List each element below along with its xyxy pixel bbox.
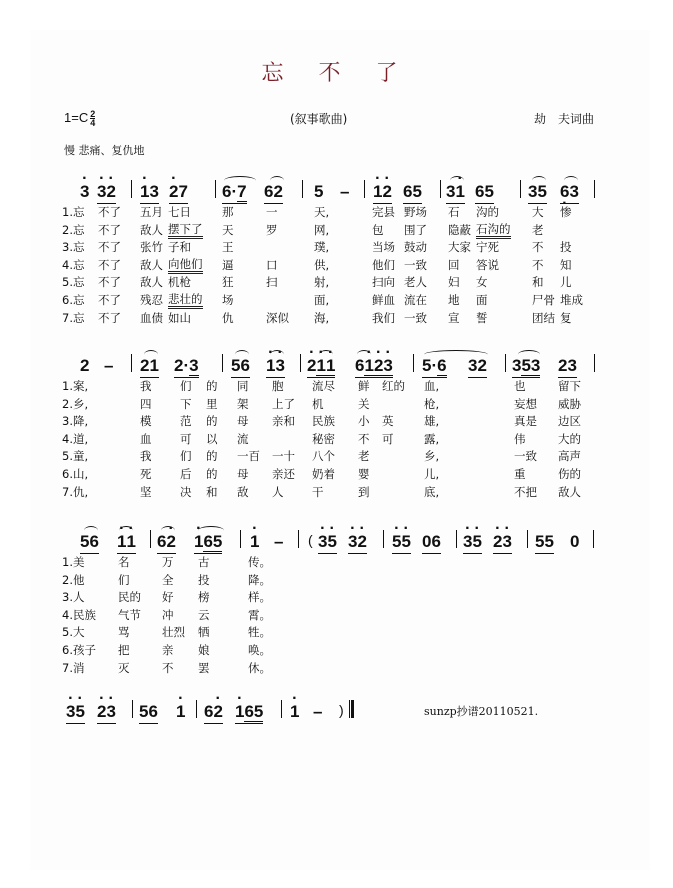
lyric-syllable: 当场 (372, 240, 395, 255)
note-group: · 3· 2 (348, 532, 367, 554)
lyric-syllable: 1.案, (62, 379, 89, 393)
lyric-syllable: 母 (237, 414, 249, 429)
lyric-syllable: 6.山, (62, 466, 89, 481)
lyric-syllable: 海, (314, 310, 330, 325)
lyric-syllable: 隐蔽 (448, 222, 471, 237)
barline (131, 180, 132, 198)
lyric-syllable: 敌人 (140, 275, 163, 290)
note-group: – (104, 356, 114, 375)
note-group: – (340, 182, 350, 201)
lyric-syllable: 以 (206, 431, 218, 446)
lyric-syllable: 们 (118, 572, 130, 587)
lyric-syllable: 知 (560, 257, 572, 272)
note-group: 56 (80, 532, 99, 554)
note-group: · 165 (235, 702, 263, 724)
lyric-syllable: 威胁 (558, 396, 581, 411)
lyric-syllable: 地 (448, 292, 460, 307)
note-group: 65 (475, 182, 494, 204)
final-barline (349, 700, 354, 718)
lyric-syllable: 残忍 (140, 292, 163, 307)
lyric-syllable: 回 (448, 257, 460, 272)
lyric-syllable: 七日 (168, 205, 191, 219)
barline (364, 180, 365, 198)
lyric-syllable: 沟的 (476, 205, 499, 219)
lyric-syllable: 大的 (558, 431, 581, 446)
lyric-syllable: 八个 (312, 449, 335, 464)
lyric-syllable: 罗 (266, 222, 278, 237)
lyric-syllable: 我们 (372, 310, 395, 325)
note-group: 56 (231, 356, 250, 378)
note-group: · 3· 2 (97, 182, 116, 204)
note-group: · 13 (140, 182, 159, 204)
note-group: · 1 (250, 532, 259, 552)
note-group: · 3 (80, 182, 89, 202)
barline (240, 530, 241, 548)
time-signature: $\frac{2}{4}$ (90, 109, 96, 129)
note-group: 2·3 (174, 356, 199, 378)
lyric-syllable: 民的 (118, 590, 141, 605)
lyric-syllable: 一百 (237, 449, 260, 464)
barline (383, 530, 384, 548)
lyric-syllable: 答说 (476, 257, 499, 272)
barline (594, 354, 595, 372)
barline (131, 354, 132, 372)
note-group: · 1 (176, 702, 185, 722)
lyric-syllable: 投 (560, 240, 572, 255)
lyric-syllable: 投 (198, 572, 210, 587)
lyric-syllable: 不了 (98, 292, 121, 307)
note-group: 6 ·3 (560, 182, 579, 204)
notes-line (0, 526, 673, 552)
note-group: · 3· 5 (66, 702, 85, 724)
lyric-syllable: 壮烈 (162, 625, 185, 640)
lyric-syllable: 榜 (198, 590, 210, 605)
lyric-syllable: 重 (514, 466, 526, 481)
lyric-syllable: 伟 (514, 431, 526, 446)
lyric-syllable: 一 (266, 205, 278, 219)
note-group: · 27 (169, 182, 188, 204)
lyric-syllable: 老 (532, 222, 544, 237)
lyric-syllable: 妇 (448, 275, 460, 290)
lyric-syllable: 奶着 (312, 466, 335, 481)
lyric-syllable: 宣 (448, 310, 460, 325)
lyric-syllable: 3.降, (62, 414, 89, 429)
lyric-syllable: 面 (476, 292, 488, 307)
note-group: – (313, 702, 323, 721)
lyric-syllable: 死 (140, 466, 152, 481)
note-group: · 2· 1· 1 (307, 356, 335, 378)
lyric-syllable: 儿, (424, 466, 440, 481)
lyric-syllable: 的 (206, 466, 218, 481)
lyric-syllable: 气节 (118, 607, 141, 622)
key-label: 1=C (64, 110, 89, 125)
lyric-syllable: 石 (448, 205, 460, 219)
lyric-syllable: 们 (180, 449, 192, 464)
lyric-syllable: 3.人 (62, 590, 85, 605)
lyric-syllable: 狂 (222, 275, 234, 290)
lyric-syllable: 如山 (168, 310, 191, 325)
lyric-syllable: 老人 (404, 275, 427, 290)
lyric-syllable: 老 (358, 449, 370, 464)
note-group: 5·6 (422, 356, 447, 378)
lyric-syllable: 2.他 (62, 572, 85, 587)
lyric-syllable: 和 (532, 275, 544, 290)
lyric-syllable: 尸骨 (532, 292, 555, 307)
lyric-syllable: 不了 (98, 222, 121, 237)
lyric-syllable: 到 (358, 484, 370, 499)
lyric-syllable: 亲还 (272, 466, 295, 481)
lyric-syllable: 誓 (476, 310, 488, 325)
lyric-syllable: 那 (222, 205, 234, 219)
lyric-syllable: 5.童, (62, 449, 89, 464)
lyric-syllable: 红的 (382, 379, 405, 393)
lyric-syllable: 名 (118, 555, 130, 569)
barline (150, 530, 151, 548)
lyric-syllable: 王 (222, 240, 234, 255)
lyric-syllable: 露, (424, 431, 440, 446)
barline (593, 530, 594, 548)
lyric-syllable: 关 (358, 396, 370, 411)
barline (302, 180, 303, 198)
barline (456, 530, 457, 548)
barline (132, 700, 133, 718)
lyric-syllable: 1.美 (62, 555, 85, 569)
lyric-syllable: 血 (140, 431, 152, 446)
note-group: 32 (468, 356, 487, 378)
lyric-syllable: 灭 (118, 660, 130, 675)
note-group: · 1 (290, 702, 299, 722)
lyric-syllable: 血债 (140, 310, 163, 325)
lyric-syllable: 雄, (424, 414, 440, 429)
key-signature (64, 110, 95, 127)
lyric-syllable: 全 (162, 572, 174, 587)
transcriber-credit: sunzp抄谱20110521. (424, 705, 539, 718)
lyric-syllable: 的 (206, 379, 218, 393)
lyric-syllable: 云 (198, 607, 210, 622)
note-group: · 5· 5 (392, 532, 411, 554)
lyric-syllable: 场 (222, 292, 234, 307)
lyric-syllable: 架 (237, 396, 249, 411)
lyric-syllable: 大 (532, 205, 544, 219)
lyric-syllable: 悲壮的 (168, 292, 203, 309)
barline (527, 530, 528, 548)
barline (281, 700, 282, 718)
note-group: · 3· 5 (318, 532, 337, 554)
lyric-syllable: 不了 (98, 275, 121, 290)
lyric-syllable: 秘密 (312, 431, 335, 446)
notes-line (0, 696, 673, 722)
lyric-syllable: 伤的 (558, 466, 581, 481)
lyric-syllable: 敌人 (140, 257, 163, 272)
lyric-syllable: 骂 (118, 625, 130, 640)
lyric-syllable: 璞, (314, 240, 330, 255)
lyric-syllable: 4.道, (62, 431, 89, 446)
genre-label: (叙事歌曲) (290, 112, 348, 126)
lyric-syllable: 口 (266, 257, 278, 272)
lyric-syllable: 子和 (168, 240, 191, 255)
lyric-syllable: 后 (180, 466, 192, 481)
lyric-syllable: 血, (424, 379, 440, 393)
lyric-syllable: 上了 (272, 396, 295, 411)
lyric-syllable: 惨 (560, 205, 572, 219)
note-group: · 2· 3 (97, 702, 116, 724)
lyric-syllable: 休。 (248, 660, 271, 675)
note-group: · 1· 3 (266, 356, 285, 378)
lyric-syllable: 7.消 (62, 660, 85, 675)
lyric-syllable: 射, (314, 275, 330, 290)
lyric-syllable: 胞 (272, 379, 284, 393)
lyric-syllable: 下 (180, 396, 192, 411)
note-group: 65 (403, 182, 422, 204)
lyric-syllable: 3.忘 (62, 240, 85, 255)
lyric-syllable: 不了 (98, 257, 121, 272)
lyric-syllable: 霄。 (248, 607, 271, 622)
lyric-syllable: 敌人 (140, 222, 163, 237)
lyric-syllable: 一十 (272, 449, 295, 464)
lyric-syllable: 婴 (358, 466, 370, 481)
note-group: 3· 1 (446, 182, 465, 204)
note-group: 2 (80, 356, 90, 375)
lyric-syllable: 供, (314, 257, 330, 272)
note-group: 06 (422, 532, 441, 554)
lyric-syllable: 扫向 (372, 275, 395, 290)
lyric-syllable: 6.忘 (62, 292, 85, 307)
lyric-syllable: 7.忘 (62, 310, 85, 325)
lyric-syllable: 万 (162, 555, 174, 569)
lyric-syllable: 一致 (404, 257, 427, 272)
lyric-syllable: 鲜血 (372, 292, 395, 307)
lyric-syllable: 网, (314, 222, 330, 237)
lyric-syllable: 范 (180, 414, 192, 429)
lyric-syllable: 可 (180, 431, 192, 446)
barline (440, 180, 441, 198)
note-group: 35 (528, 182, 547, 204)
lyric-syllable: 7.仇, (62, 484, 89, 499)
lyric-syllable: 他们 (372, 257, 395, 272)
lyric-syllable: 坚 (140, 484, 152, 499)
note-group: 6· 2 (157, 532, 176, 554)
lyric-syllable: 底, (424, 484, 440, 499)
barline (215, 180, 216, 198)
author-credit: 劫 夫词曲 (534, 112, 595, 126)
lyric-syllable: 鲜 (358, 379, 370, 393)
lyric-syllable: 小 (358, 414, 370, 429)
note-group: · 1· 1 (117, 532, 136, 554)
lyric-syllable: 人 (272, 484, 284, 499)
barline (222, 354, 223, 372)
lyric-syllable: 完县 (372, 205, 395, 219)
lyric-syllable: 边区 (558, 414, 581, 429)
lyric-syllable: 亲和 (272, 414, 295, 429)
lyric-syllable: 决 (180, 484, 192, 499)
lyric-syllable: 的 (206, 449, 218, 464)
lyric-syllable: 复 (560, 310, 572, 325)
lyric-syllable: 2.乡, (62, 396, 89, 411)
lyric-syllable: 可 (382, 431, 394, 446)
note-group: · 2· 3 (493, 532, 512, 554)
note-group: 353 (512, 356, 540, 378)
lyric-syllable: 样。 (248, 590, 271, 605)
lyric-syllable: 不 (162, 660, 174, 675)
lyric-syllable: 石沟的 (476, 222, 511, 239)
lyric-syllable: 天, (314, 205, 330, 219)
lyric-syllable: 母 (237, 466, 249, 481)
lyric-syllable: 好 (162, 590, 174, 605)
lyric-syllable: 里 (206, 396, 218, 411)
lyric-syllable: 包 (372, 222, 384, 237)
lyric-syllable: 大家 (448, 240, 471, 255)
lyric-syllable: 流 (237, 431, 249, 446)
lyric-syllable: 枪, (424, 396, 440, 411)
lyric-syllable: 不把 (514, 484, 537, 499)
barline (594, 180, 595, 198)
lyric-syllable: 野场 (404, 205, 427, 219)
note-group: 55 (535, 532, 554, 554)
lyric-syllable: 模 (140, 414, 152, 429)
lyric-syllable: 面, (314, 292, 330, 307)
lyric-syllable: 逼 (222, 257, 234, 272)
lyric-syllable: 牺 (198, 625, 210, 640)
barline (298, 530, 299, 548)
lyric-syllable: 不 (358, 431, 370, 446)
barline (413, 354, 414, 372)
lyric-syllable: 英 (382, 414, 394, 429)
lyric-syllable: 仇 (222, 310, 234, 325)
lyric-syllable: 把 (118, 642, 130, 657)
notes-line (0, 176, 673, 202)
lyric-syllable: 张竹 (140, 240, 163, 255)
lyric-syllable: 也 (514, 379, 526, 393)
lyric-syllable: 高声 (558, 449, 581, 464)
notes-line (0, 350, 673, 376)
lyric-syllable: 一致 (404, 310, 427, 325)
note-group: – (274, 532, 284, 551)
lyric-syllable: 干 (312, 484, 324, 499)
lyric-syllable: 不 (532, 257, 544, 272)
lyric-syllable: 摆下了 (168, 222, 203, 239)
lyric-syllable: 真是 (514, 414, 537, 429)
lyric-syllable: 机 (312, 396, 324, 411)
note-group: ) (339, 702, 344, 718)
note-group: 23 (558, 356, 577, 378)
note-group: 6· 1· 2· 3 (355, 356, 393, 378)
tempo-marking: 慢 悲痛、复仇地 (64, 144, 145, 157)
song-title: 忘 不 了 (261, 61, 412, 86)
lyric-syllable: 围了 (404, 222, 427, 237)
lyric-syllable: 唤。 (248, 642, 271, 657)
note-group: ( (308, 532, 313, 548)
lyric-syllable: 同 (237, 379, 249, 393)
note-group: 21 (140, 356, 159, 378)
lyric-syllable: 一致 (514, 449, 537, 464)
lyric-syllable: 传。 (248, 555, 271, 569)
lyric-syllable: 我 (140, 449, 152, 464)
note-group: · 165 (194, 532, 222, 554)
lyric-syllable: 古 (198, 555, 210, 569)
lyric-syllable: 牲。 (248, 625, 271, 640)
lyric-syllable: 女 (476, 275, 488, 290)
barline (196, 700, 197, 718)
lyric-syllable: 向他们 (168, 257, 203, 274)
note-group: 6·7 (222, 182, 247, 204)
lyric-syllable: 亲 (162, 642, 174, 657)
note-group: 56 (139, 702, 158, 724)
lyric-syllable: 和 (206, 484, 218, 499)
lyric-syllable: 留下 (558, 379, 581, 393)
lyric-syllable: 流在 (404, 292, 427, 307)
note-group: 5 (314, 182, 324, 201)
lyric-syllable: 的 (206, 414, 218, 429)
lyric-syllable: 1.忘 (62, 205, 85, 219)
lyric-syllable: 敌 (237, 484, 249, 499)
lyric-syllable: 团结 (532, 310, 555, 325)
lyric-syllable: 冲 (162, 607, 174, 622)
lyric-syllable: 敌人 (558, 484, 581, 499)
note-group: 6· 2 (204, 702, 223, 724)
lyric-syllable: 5.忘 (62, 275, 85, 290)
lyric-syllable: 不 (532, 240, 544, 255)
note-group: · 3· 5 (463, 532, 482, 554)
lyric-syllable: 不了 (98, 240, 121, 255)
lyric-syllable: 我 (140, 379, 152, 393)
lyric-syllable: 扫 (266, 275, 278, 290)
barline (505, 354, 506, 372)
lyric-syllable: 罢 (198, 660, 210, 675)
lyric-syllable: 降。 (248, 572, 271, 587)
lyric-syllable: 们 (180, 379, 192, 393)
barline (520, 180, 521, 198)
lyric-syllable: 妄想 (514, 396, 537, 411)
lyric-syllable: 不了 (98, 310, 121, 325)
note-group: 0 (570, 532, 580, 551)
lyric-syllable: 流尽 (312, 379, 335, 393)
lyric-syllable: 机枪 (168, 275, 191, 290)
lyric-syllable: 五月 (140, 205, 163, 219)
lyric-syllable: 宁死 (476, 240, 499, 255)
lyric-syllable: 天 (222, 222, 234, 237)
lyric-syllable: 4.忘 (62, 257, 85, 272)
lyric-syllable: 四 (140, 396, 152, 411)
lyric-syllable: 乡, (424, 449, 440, 464)
lyric-syllable: 堆成 (560, 292, 583, 307)
lyric-syllable: 6.孩子 (62, 642, 96, 657)
lyric-syllable: 2.忘 (62, 222, 85, 237)
lyric-syllable: 儿 (560, 275, 572, 290)
lyric-syllable: 不了 (98, 205, 121, 219)
lyric-syllable: 娘 (198, 642, 210, 657)
lyric-syllable: 鼓动 (404, 240, 427, 255)
note-group: · 1· 2 (373, 182, 392, 204)
lyric-syllable: 4.民族 (62, 607, 96, 622)
note-group: 62 (264, 182, 283, 204)
lyric-syllable: 5.大 (62, 625, 85, 640)
lyric-syllable: 民族 (312, 414, 335, 429)
barline (300, 354, 301, 372)
lyric-syllable: 深似 (266, 310, 289, 325)
